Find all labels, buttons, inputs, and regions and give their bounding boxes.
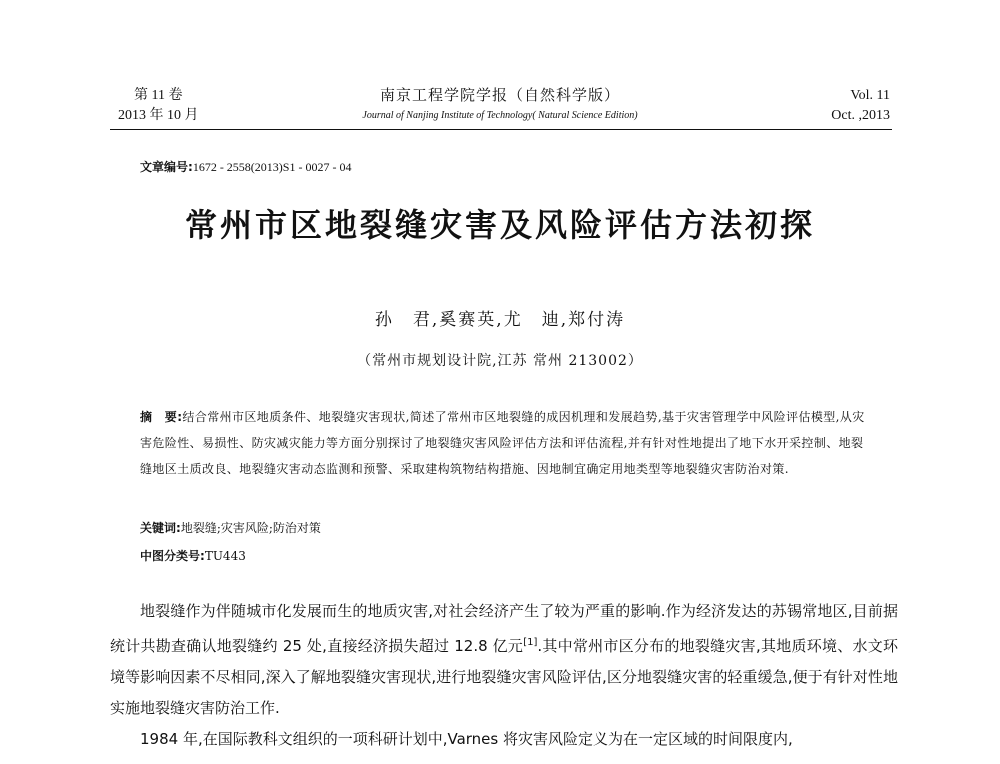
volume-label: 第 11 卷 [134,88,183,103]
article-number [140,158,351,175]
journal-title-en: Journal of Nanjing Institute of Technology( Natural Science Edition) [362,110,638,121]
abstract [140,404,875,482]
paragraph-1-part-a: 地裂缝作为伴随城市化发展而生的地质灾害,对社会经济产生了较为严重的影响.作为经济发达的苏锡常地区,目前据统计共勘查确认地裂缝约 25 处,直接经济损失超过 12.8 亿元 [110,602,898,655]
classification-number [140,546,246,566]
volume-en: Vol. 11 [850,88,890,103]
article-number-label: 文章编号: [140,160,193,174]
running-header-left [118,86,199,126]
paragraph-1-part-b: .其中常州市区分布的地裂缝灾害,其地质环境、水文环境等影响因素不尽相同,深入了解地裂缝灾害现状,进行地裂缝灾害风险评估,区分地裂缝灾害的轻重缓急,便于有针对性地实施地裂缝灾害防治工作. [110,637,898,717]
running-header-right [831,86,890,126]
abstract-label: 摘 要: [140,410,183,424]
header-rule [110,129,892,130]
keywords [140,518,321,538]
article-number-value: 1672 - 2558(2013)S1 - 0027 - 04 [192,160,352,174]
paper-title: 常州市区地裂缝灾害及风险评估方法初探 [184,206,815,244]
issue-date-en: Oct. ,2013 [831,108,890,123]
body-paragraph-2: 1984 年,在国际教科文组织的一项科研计划中,Varnes 将灾害风险定义为在一定区域的时间限度内, [140,730,793,748]
issue-date-cn: 2013 年 10 月 [118,108,199,123]
clc-value: TU443 [204,549,246,563]
keywords-label: 关键词: [140,521,181,535]
keywords-text: 地裂缝;灾害风险;防治对策 [180,521,321,535]
author-list: 孙 君,奚赛英,尤 迪,郑付涛 [374,310,626,330]
citation-ref: [1] [523,637,538,648]
running-header-center [300,86,700,126]
abstract-text: 结合常州市区地质条件、地裂缝灾害现状,简述了常州市区地裂缝的成因机理和发展趋势,基于灾害管理学中风险评估模型,从灾害危险性、易损性、防灾减灾能力等方面分别探讨了地裂缝灾害风险评估方法和评估流程,并有针对性地提出了地下水开采控制、地裂缝地区土质改良、地裂缝灾害动态监测和预警、采取建构筑物结构措施、因地制宜确定用地类型等地裂缝灾害防治对策. [140,410,865,476]
body-text [110,596,898,755]
clc-label: 中图分类号: [140,549,205,563]
author-affiliation: （常州市规划设计院,江苏 常州 213002） [357,353,643,369]
body-paragraph-1 [110,596,898,724]
journal-title-cn: 南京工程学院学报（自然科学版） [379,88,620,104]
